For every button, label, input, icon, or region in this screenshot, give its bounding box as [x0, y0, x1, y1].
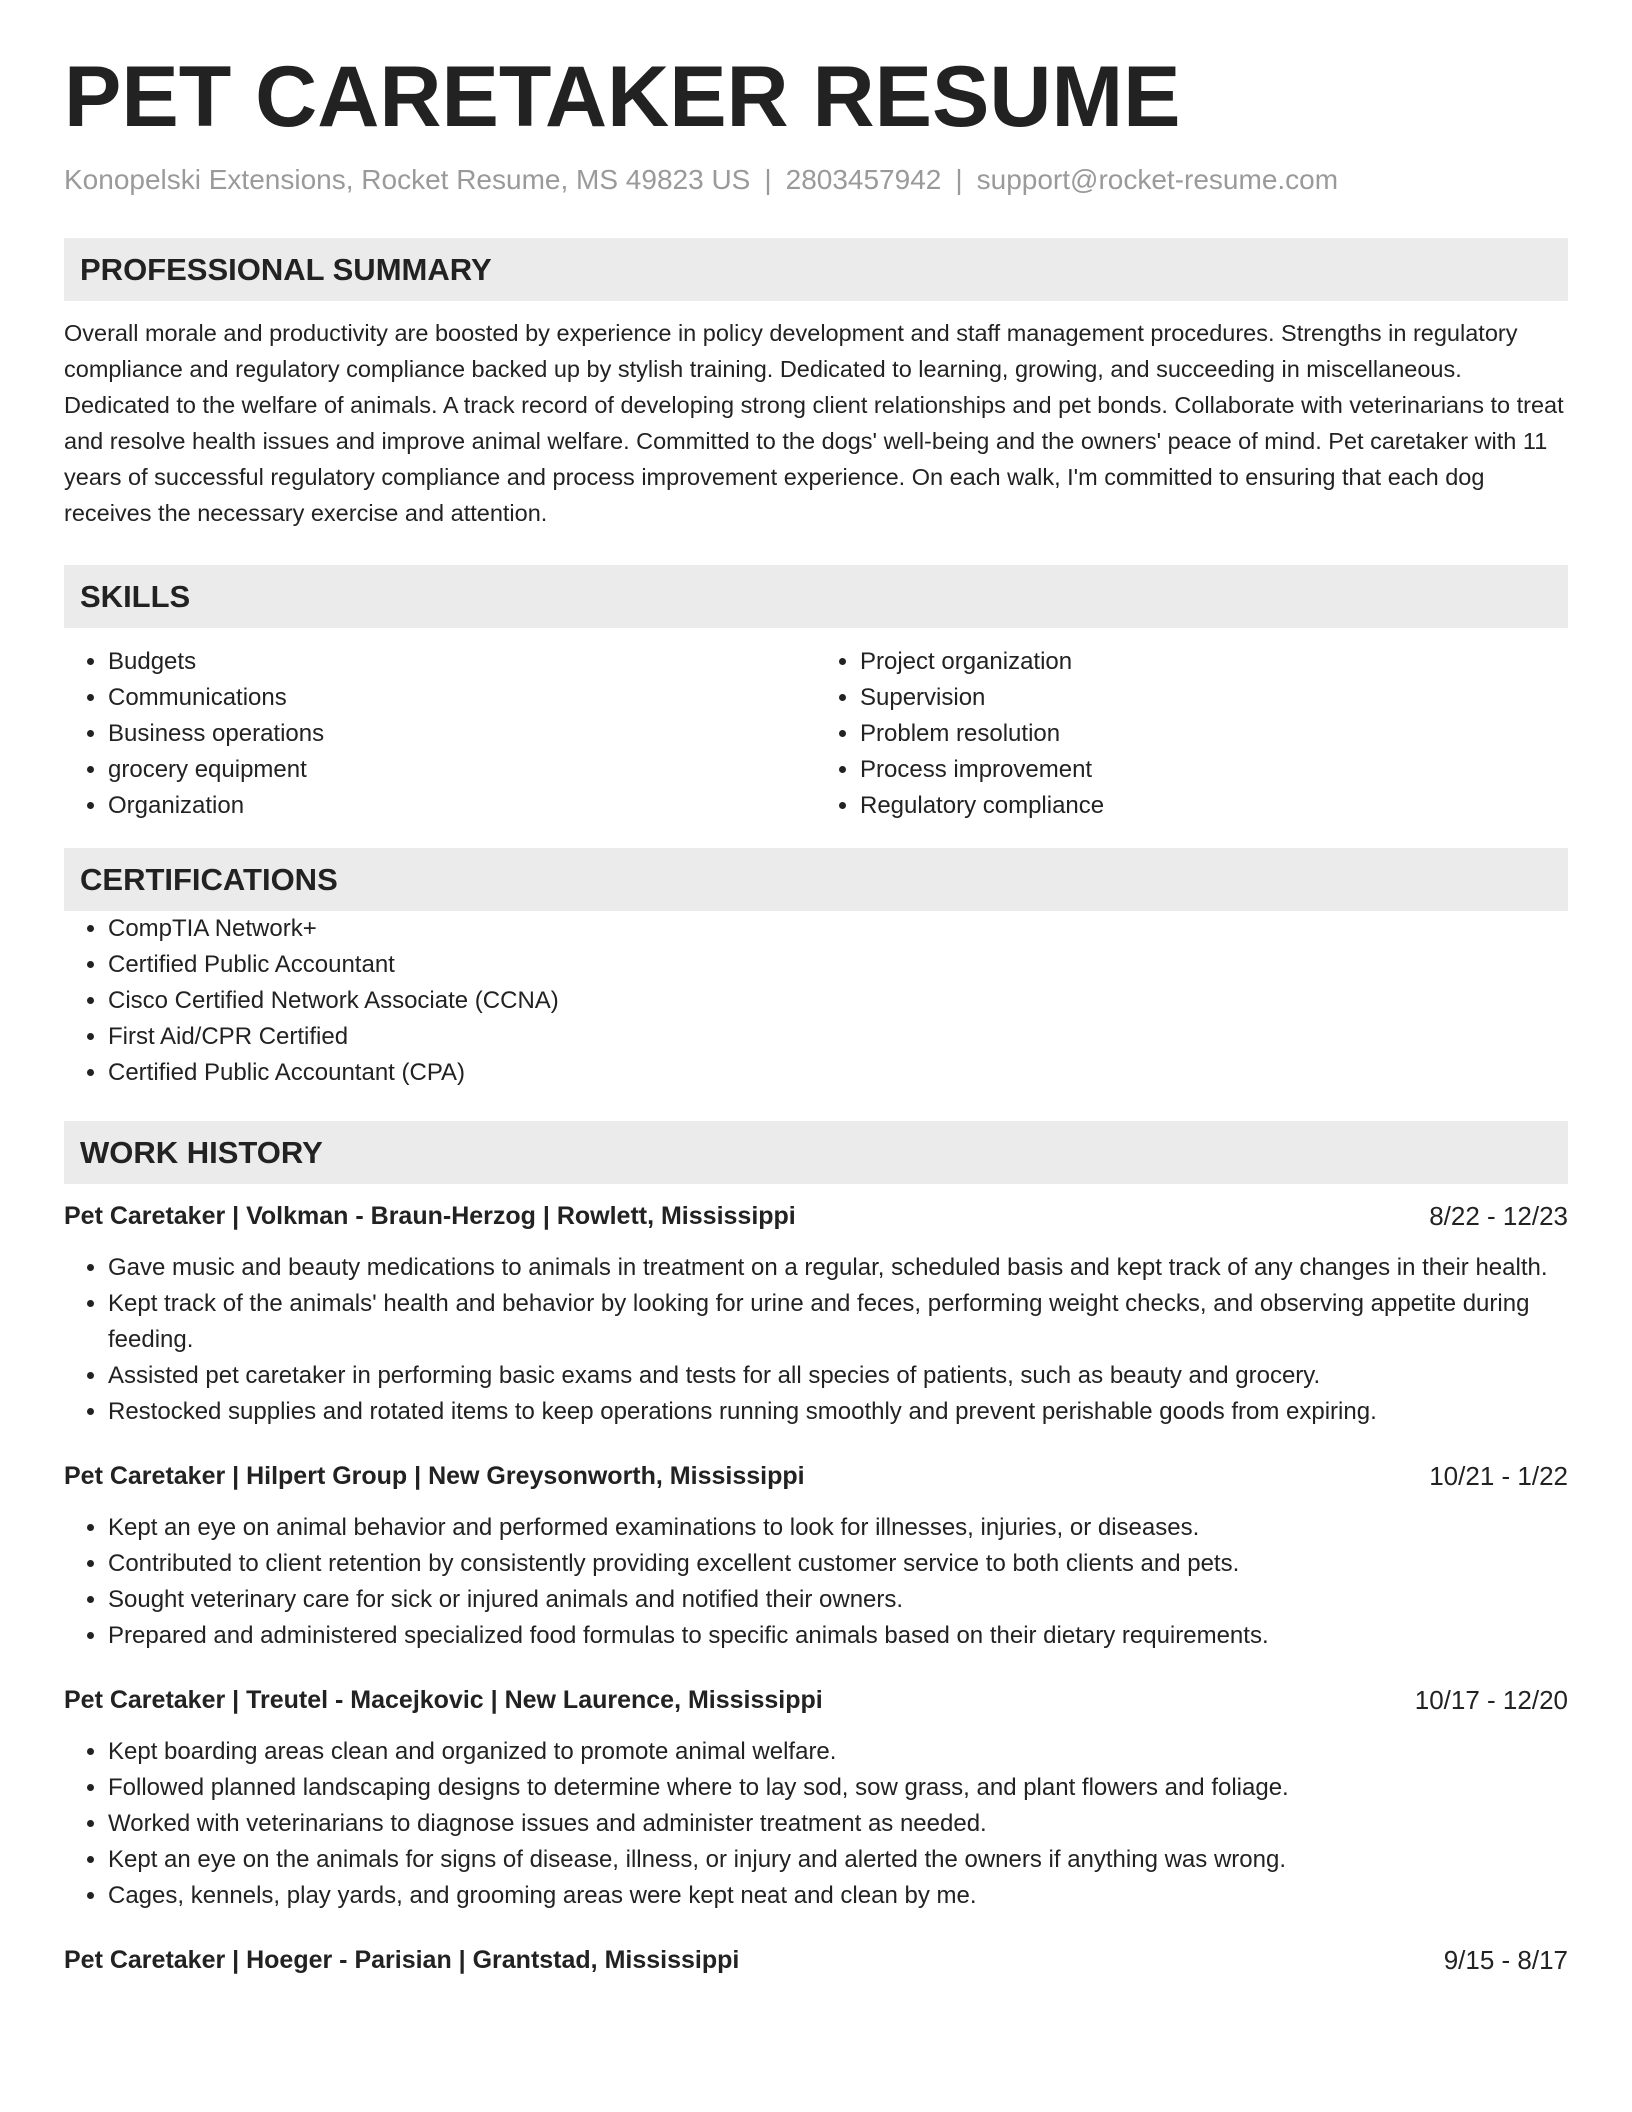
certifications-list	[64, 911, 1568, 1091]
job-bullet: • Worked with veterinarians to diagnose issues and administer treatment as needed.	[108, 1806, 1568, 1842]
skills-list	[64, 644, 1568, 824]
job-bullet: • Prepared and administered specialized food formulas to specific animals based on their dietary requirements.	[108, 1618, 1568, 1654]
contact-separator: |	[955, 163, 963, 195]
certification-item: • Certified Public Accountant	[108, 947, 1568, 983]
contact-address: Konopelski Extensions, Rocket Resume, MS 49823 US	[64, 163, 751, 195]
skill-item: • Organization	[108, 788, 816, 824]
section-header-certifications: CERTIFICATIONS	[64, 848, 1568, 911]
skill-item: • Business operations	[108, 716, 816, 752]
job-bullets	[64, 1734, 1568, 1914]
certification-item: • Cisco Certified Network Associate (CCNA)	[108, 983, 1568, 1019]
summary-text: Overall morale and productivity are boosted by experience in policy development and staff management procedures. Strengths in regulatory compliance and regulatory compliance backed up by stylish training. Dedicated to learning, growing, and succeeding in miscellaneous. Dedicated to the welfare of animals. A track record of developing strong client relationships and pet bonds. Collaborate with veterinarians to treat and resolve health issues and improve animal welfare. Committed to the dogs' well-being and the owners' peace of mind. Pet caretaker with 11 years of successful regulatory compliance and process improvement experience. On each walk, I'm committed to ensuring that each dog receives the necessary exercise and attention.	[64, 320, 1564, 527]
job-dates: 9/15 - 8/17	[1443, 1945, 1568, 1976]
job-bullet: • Kept boarding areas clean and organized to promote animal welfare.	[108, 1734, 1568, 1770]
section-header-work-history: WORK HISTORY	[64, 1121, 1568, 1184]
job-bullet: • Restocked supplies and rotated items to keep operations running smoothly and prevent perishable goods from expiring.	[108, 1394, 1568, 1430]
certification-item: • First Aid/CPR Certified	[108, 1019, 1568, 1055]
job-bullet: • Kept track of the animals' health and behavior by looking for urine and feces, performing weight checks, and observing appetite during feeding.	[108, 1286, 1568, 1358]
job-entry	[64, 1458, 1568, 1654]
job-header	[64, 1682, 1568, 1718]
skills-column-left	[64, 644, 816, 824]
job-bullets	[64, 1250, 1568, 1430]
skill-item: • Supervision	[860, 680, 1568, 716]
skill-item: • Regulatory compliance	[860, 788, 1568, 824]
section-header-skills: SKILLS	[64, 565, 1568, 628]
job-entry	[64, 1198, 1568, 1430]
work-history-list	[64, 1198, 1568, 1978]
skill-item: • Project organization	[860, 644, 1568, 680]
skill-item: • Communications	[108, 680, 816, 716]
skill-item: • Problem resolution	[860, 716, 1568, 752]
certification-item: • CompTIA Network+	[108, 911, 1568, 947]
job-bullet: • Cages, kennels, play yards, and grooming areas were kept neat and clean by me.	[108, 1878, 1568, 1914]
job-title: Pet Caretaker | Hoeger - Parisian | Grantstad, Mississippi	[64, 1946, 740, 1975]
job-title: Pet Caretaker | Hilpert Group | New Greysonworth, Mississippi	[64, 1462, 805, 1491]
job-entry	[64, 1682, 1568, 1914]
skills-column-right	[816, 644, 1568, 824]
job-bullet: • Kept an eye on the animals for signs of disease, illness, or injury and alerted the owners if anything was wrong.	[108, 1842, 1568, 1878]
job-bullet: • Contributed to client retention by consistently providing excellent customer service to both clients and pets.	[108, 1546, 1568, 1582]
skill-item: • Budgets	[108, 644, 816, 680]
job-title: Pet Caretaker | Treutel - Macejkovic | New Laurence, Mississippi	[64, 1686, 823, 1715]
job-header	[64, 1458, 1568, 1494]
job-dates: 10/17 - 12/20	[1414, 1685, 1568, 1716]
job-bullets	[64, 1510, 1568, 1654]
skill-item: • Process improvement	[860, 752, 1568, 788]
resume-title: PET CARETAKER RESUME	[64, 49, 1181, 145]
contact-phone: 2803457942	[785, 163, 942, 195]
job-bullet: • Gave music and beauty medications to animals in treatment on a regular, scheduled basis and kept track of any changes in their health.	[108, 1250, 1568, 1286]
certification-item: • Certified Public Accountant (CPA)	[108, 1055, 1568, 1091]
job-dates: 10/21 - 1/22	[1429, 1461, 1568, 1492]
job-dates: 8/22 - 12/23	[1429, 1201, 1568, 1232]
job-title: Pet Caretaker | Volkman - Braun-Herzog | Rowlett, Mississippi	[64, 1202, 796, 1231]
job-entry	[64, 1942, 1568, 1978]
job-bullet: • Sought veterinary care for sick or injured animals and notified their owners.	[108, 1582, 1568, 1618]
job-bullet: • Kept an eye on animal behavior and performed examinations to look for illnesses, injuries, or diseases.	[108, 1510, 1568, 1546]
section-header-summary: PROFESSIONAL SUMMARY	[64, 238, 1568, 301]
job-header	[64, 1942, 1568, 1978]
job-bullet: • Assisted pet caretaker in performing basic exams and tests for all species of patients, such as beauty and grocery.	[108, 1358, 1568, 1394]
contact-email: support@rocket-resume.com	[976, 163, 1339, 195]
job-header	[64, 1198, 1568, 1234]
skill-item: • grocery equipment	[108, 752, 816, 788]
contact-separator: |	[764, 163, 772, 195]
contact-line	[64, 163, 1568, 197]
job-bullet: • Followed planned landscaping designs to determine where to lay sod, sow grass, and plant flowers and foliage.	[108, 1770, 1568, 1806]
